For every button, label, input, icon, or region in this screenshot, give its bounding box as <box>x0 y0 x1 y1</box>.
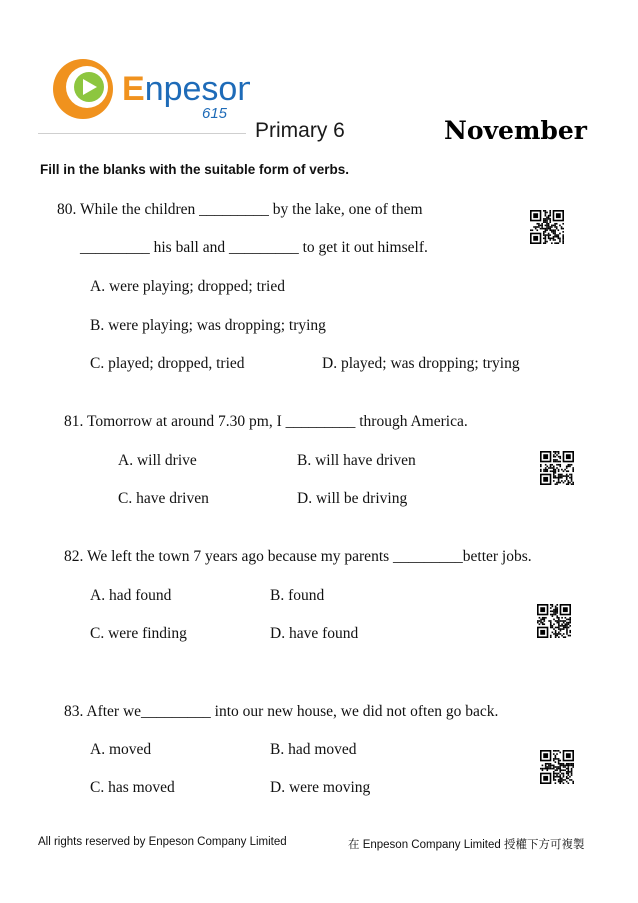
q80-stem-line2: _________ his ball and _________ to get it out himself. <box>80 239 428 256</box>
logo-mark-icon <box>53 59 113 119</box>
q83-option-d: D. were moving <box>270 779 371 796</box>
header-rule <box>38 133 246 134</box>
q80-stem-line1: 80. While the children _________ by the lake, one of them <box>57 201 423 218</box>
logo-number: 615 <box>202 105 228 122</box>
q82-stem: 82. We left the town 7 years ago because my parents _________better jobs. <box>64 548 532 565</box>
q80-option-c: C. played; dropped, tried <box>90 355 245 372</box>
qr-code-icon[interactable] <box>530 210 564 244</box>
q82-option-d: D. have found <box>270 625 359 642</box>
grade-level: Primary 6 <box>255 119 345 142</box>
q80-option-a: A. were playing; dropped; tried <box>90 278 285 295</box>
qr-code-icon[interactable] <box>537 604 571 638</box>
month-title: November <box>444 116 587 145</box>
svg-text:Enpeson: Enpeson <box>122 70 250 108</box>
q82-option-b: B. found <box>270 587 325 604</box>
instruction: Fill in the blanks with the suitable form of verbs. <box>40 162 350 177</box>
q81-stem: 81. Tomorrow at around 7.30 pm, I _________ through America. <box>64 413 468 430</box>
q81-option-b: B. will have driven <box>297 452 416 469</box>
q80-option-d: D. played; was dropping; trying <box>322 355 520 372</box>
q82-option-a: A. had found <box>90 587 172 604</box>
qr-code-icon[interactable] <box>540 451 574 485</box>
q82-option-c: C. were finding <box>90 625 187 642</box>
q80-option-b: B. were playing; was dropping; trying <box>90 317 326 334</box>
q81-option-a: A. will drive <box>118 452 197 469</box>
q83-option-c: C. has moved <box>90 779 175 796</box>
qr-code-icon[interactable] <box>540 750 574 784</box>
q81-option-d: D. will be driving <box>297 490 408 507</box>
q81-option-c: C. have driven <box>118 490 209 507</box>
q83-option-b: B. had moved <box>270 741 357 758</box>
footer-permission: 在 Enpeson Company Limited 授權下方可複製 <box>348 839 585 851</box>
q83-stem: 83. After we_________ into our new house, we did not often go back. <box>64 703 499 720</box>
q83-option-a: A. moved <box>90 741 152 758</box>
enpeson-logo <box>50 52 250 124</box>
footer-copyright: All rights reserved by Enpeson Company Limited <box>38 836 287 848</box>
